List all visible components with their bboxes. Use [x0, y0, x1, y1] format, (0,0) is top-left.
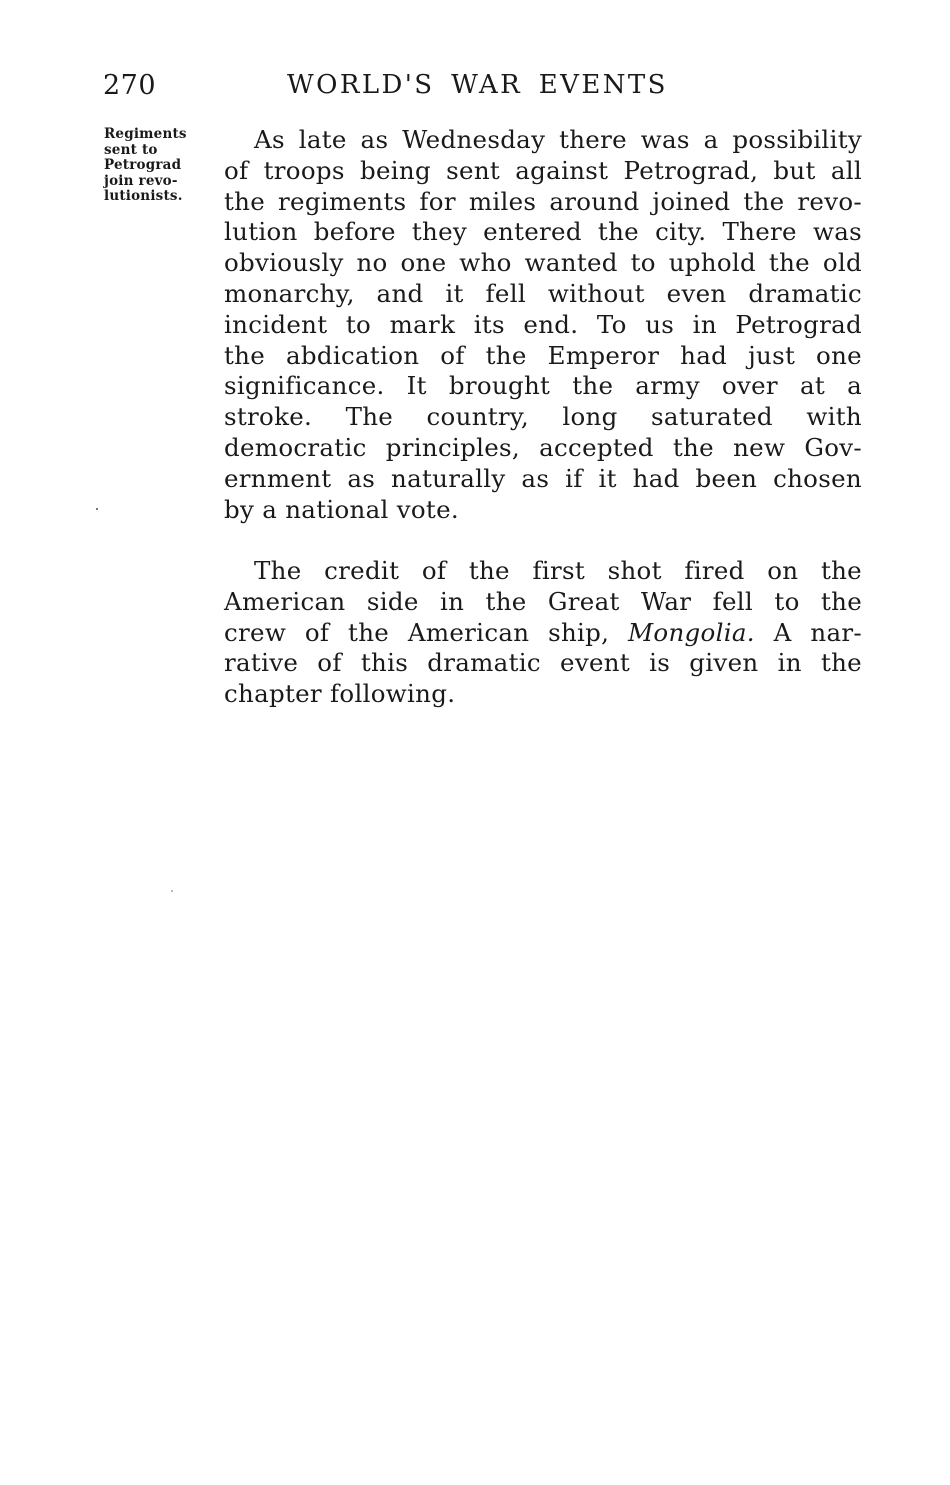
- text-line: significance. It brought the army over at a: [224, 371, 862, 401]
- text-line: The credit of the first shot fired on the: [254, 556, 862, 585]
- text-fragment: crew of the American ship,: [224, 617, 610, 647]
- text-line: monarchy, and it fell without even dramatic: [224, 278, 862, 308]
- page-number: 270: [103, 70, 157, 101]
- margin-note-line: sent to: [104, 141, 158, 158]
- text-line: stroke. The country, long saturated with: [224, 402, 862, 432]
- text-line: lution before they entered the city. There was: [224, 217, 862, 247]
- text-line: As late as Wednesday there was a possibility: [254, 125, 862, 154]
- text-line: [224, 618, 862, 649]
- text-line: the abdication of the Emperor had just one: [224, 340, 862, 370]
- scan-speck: [171, 890, 173, 892]
- text-line: rative of this dramatic event is given in the: [224, 648, 862, 678]
- text-line: incident to mark its end. To us in Petrograd: [224, 309, 862, 339]
- text-line: chapter following.: [224, 679, 456, 709]
- text-line: the regiments for miles around joined the revo-: [224, 186, 862, 216]
- scan-speck: [96, 508, 98, 510]
- text-line: of troops being sent against Petrograd, but all: [224, 155, 862, 185]
- margin-note-line: Regiments: [104, 126, 187, 142]
- text-line: ernment as naturally as if it had been chosen: [224, 463, 862, 493]
- body-paragraph-2: [224, 556, 862, 710]
- ship-name: Mongolia.: [628, 617, 755, 647]
- text-line: democratic principles, accepted the new Gov-: [224, 432, 862, 462]
- text-line: by a national vote.: [224, 494, 459, 524]
- margin-note-line: join revo-: [104, 172, 178, 189]
- text-line: American side in the Great War fell to the: [224, 586, 862, 616]
- text-fragment: A nar-: [773, 617, 862, 647]
- running-title: WORLD'S WAR EVENTS: [287, 70, 668, 100]
- text-line: obviously no one who wanted to uphold the old: [224, 248, 862, 278]
- margin-note-line: lutionists.: [104, 188, 183, 204]
- margin-note: [104, 127, 216, 205]
- margin-note-line: Petrograd: [104, 157, 182, 173]
- body-paragraph-1: [224, 125, 862, 525]
